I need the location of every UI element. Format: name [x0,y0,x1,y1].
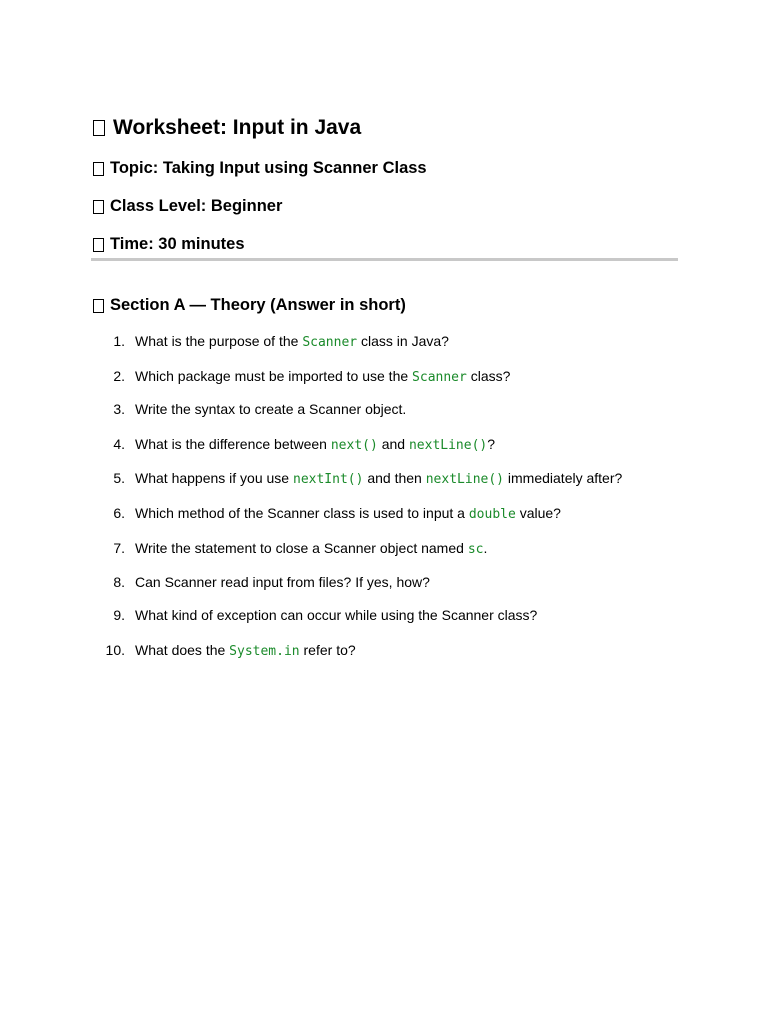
question-number: 2. [113,368,125,384]
question-number: 4. [113,436,125,452]
question-text-segment: ? [487,436,496,452]
question-number: 8. [113,574,125,590]
question-text [135,469,622,489]
question-text-segment: refer to? [299,642,356,658]
question-text-segment: immediately after? [504,470,623,486]
time-heading [91,235,245,254]
question-text [135,435,495,455]
missing-glyph-icon [93,120,105,136]
inline-code: nextLine() [408,438,488,453]
question-text [135,539,487,559]
question-text-segment: . [483,540,488,556]
worksheet-title [91,116,361,140]
question-text [135,332,449,352]
question-number: 9. [113,607,125,623]
question-number: 10. [105,642,125,658]
topic-heading [91,159,427,178]
question-text-segment: What does the [135,642,230,658]
inline-code: nextInt() [293,472,364,487]
inline-code: nextLine() [425,472,505,487]
horizontal-rule [91,258,678,261]
inline-code: next() [330,438,378,453]
question-text-segment: value? [515,505,561,521]
worksheet-title-text: Worksheet: Input in Java [113,116,362,139]
inline-code: double [468,507,516,522]
question-number: 5. [113,470,125,486]
question-number: 3. [113,401,125,417]
question-text-segment: Write the syntax to create a Scanner object. [135,401,407,417]
inline-code: Scanner [412,370,467,385]
topic-text: Topic: Taking Input using Scanner Class [110,159,427,177]
section-a-heading [91,296,406,315]
class-level-heading [91,197,282,216]
missing-glyph-icon [93,200,104,214]
question-number: 7. [113,540,125,556]
question-text [135,367,510,387]
question-text-segment: What is the difference between [135,436,331,452]
question-text [135,573,430,591]
time-text: Time: 30 minutes [110,235,245,253]
question-number: 6. [113,505,125,521]
question-number: 1. [113,333,125,349]
inline-code: sc [467,542,484,557]
question-text-segment: Which package must be imported to use the [135,368,413,384]
question-text-segment: Can Scanner read input from files? If yes, how? [135,574,430,590]
missing-glyph-icon [93,299,104,313]
inline-code: Scanner [302,335,358,350]
question-text-segment: class? [466,368,511,384]
question-text-segment: and then [363,470,426,486]
question-text-segment: class in Java? [357,333,449,349]
question-text [135,504,561,524]
question-text-segment: What happens if you use [135,470,293,486]
missing-glyph-icon [93,238,104,252]
question-text-segment: Write the statement to close a Scanner object named [135,540,468,556]
inline-code: System.in [229,644,300,659]
question-text-segment: Which method of the Scanner class is used to input a [135,505,469,521]
question-text-segment: What is the purpose of the [135,333,303,349]
question-text-segment: and [377,436,409,452]
section-a-heading-text: Section A — Theory (Answer in short) [110,296,406,314]
question-text [135,606,537,624]
question-text-segment: What kind of exception can occur while using the Scanner class? [135,607,538,623]
question-text [135,400,406,418]
missing-glyph-icon [93,162,104,176]
question-text [135,641,356,661]
class-level-text: Class Level: Beginner [110,197,283,215]
